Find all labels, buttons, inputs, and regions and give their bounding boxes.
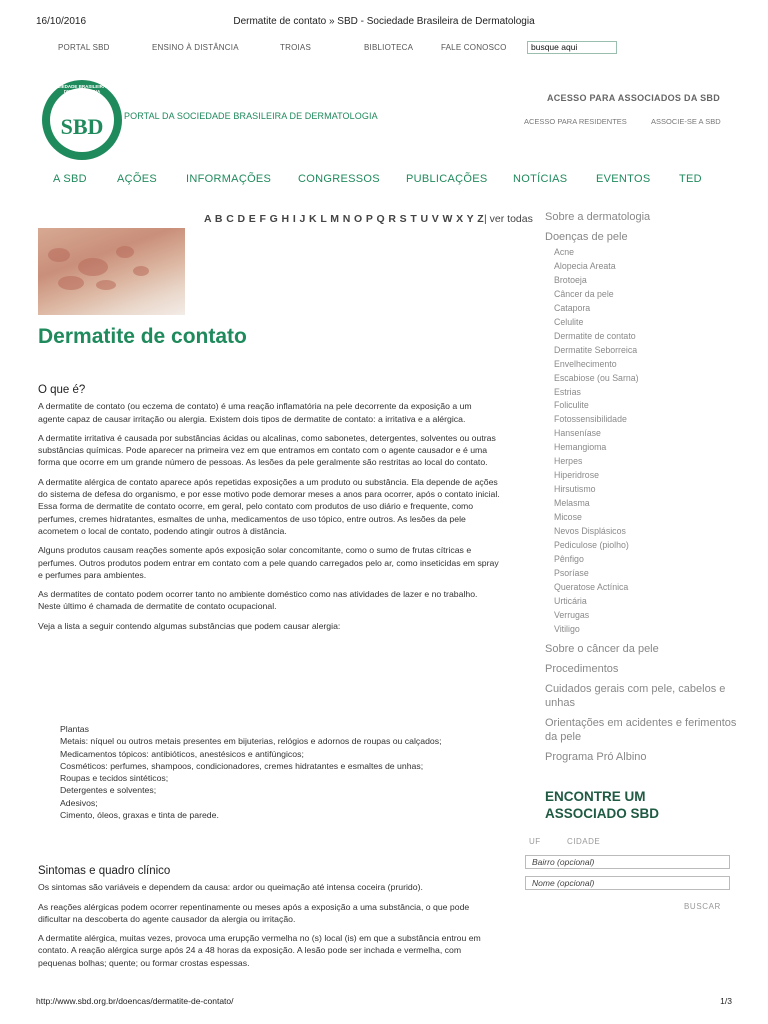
list-item: Plantas [60, 724, 89, 734]
list-item: Detergentes e solventes; [60, 785, 157, 796]
sidebar-item-orientacoes[interactable]: Orientações em acidentes e ferimentos da pele [545, 716, 737, 743]
paragraph: A dermatite de contato (ou eczema de contato) é uma reação inflamatória na pele decorrente da exposição a um agente capaz de causar irritação ou alergia. Existem dois tipos de dermatite de contato: a irritativa e a alérgica. [38, 401, 472, 424]
sidebar-subitem[interactable]: Hiperidrose [554, 470, 599, 481]
sidebar-subitem[interactable]: Herpes [554, 456, 583, 467]
section-o-que-e [38, 384, 500, 639]
sidebar-subitem[interactable]: Pênfigo [554, 553, 584, 564]
sidebar-subitem[interactable]: Pediculose (piolho) [554, 540, 629, 551]
sidebar-item-procedimentos[interactable]: Procedimentos [545, 662, 619, 675]
print-header [36, 16, 732, 30]
section-heading: O que é? [38, 384, 86, 396]
sidebar [545, 210, 740, 770]
paragraph: Alguns produtos causam reações somente após exposição solar concomitante, como o sumo de frutas cítricas e perfumes. Outros produtos podem entrar em contato com a pele quando carregados pelo ar, como inseticidas em spray e perfumes para ambientes. [38, 545, 499, 580]
alphabet-index [204, 213, 533, 225]
paragraph: A dermatite irritativa é causada por substâncias ácidas ou alcalinas, como sabonetes, detergentes, solventes ou outras substâncias químicas. Pode aparecer na primeira vez em que entramos em contato com o agente causador e é uma forma que ocorre em um grande número de pessoas. As lesões da pele geralmente são restritas ao local do contato. [38, 432, 496, 468]
doencas-list [545, 246, 740, 637]
print-title: Dermatite de contato » SBD - Sociedade Brasileira de Dermatologia [233, 16, 535, 27]
nav-publicacoes[interactable]: PUBLICAÇÕES [406, 173, 488, 185]
bairro-input[interactable]: Bairro (opcional) [525, 855, 730, 869]
alphabet-letters[interactable]: A B C D E F G H I J K L M N O P Q R S T U V W X Y Z [204, 213, 485, 225]
paragraph: A dermatite alérgica, muitas vezes, provoca uma erupção vermelha no (s) local (is) em que a substância entrou em contato. A reação alérgica surge após 24 a 48 horas da exposição. A lesão pode ser inchada e vermelha, com pequenas bolhas; quente; ou formar crostas espessas. [38, 933, 481, 968]
print-url: http://www.sbd.org.br/doencas/dermatite-de-contato/ [36, 996, 234, 1006]
nav-a-sbd[interactable]: A SBD [53, 173, 87, 185]
topnav-biblioteca[interactable]: BIBLIOTECA [364, 43, 414, 52]
list-item: Roupas e tecidos sintéticos; [60, 773, 169, 784]
search-input[interactable]: busque aqui [527, 41, 617, 54]
sidebar-item-cancer[interactable]: Sobre o câncer da pele [545, 642, 659, 655]
sidebar-subitem[interactable]: Alopecia Areata [554, 260, 616, 271]
sidebar-subitem[interactable]: Verrugas [554, 609, 590, 620]
page-number: 1/3 [720, 996, 732, 1006]
buscar-button[interactable]: BUSCAR [684, 902, 721, 911]
paragraph: As reações alérgicas podem ocorrer repentinamente ou meses após a exposição a uma substância, o que pode dificultar na descoberta do agente causador da alergia ou irritação. [38, 901, 470, 924]
sidebar-subitem[interactable]: Brotoeja [554, 274, 587, 285]
section-sintomas [38, 865, 500, 976]
sidebar-subitem[interactable]: Foliculite [554, 400, 589, 411]
list-item: Metais: níquel ou outros metais presentes em bijuterias, relógios e adornos de roupas ou calçados; [60, 736, 442, 747]
sidebar-subitem[interactable]: Psoríase [554, 567, 589, 578]
sidebar-subitem[interactable]: Catapora [554, 302, 591, 313]
nav-ted[interactable]: TED [679, 173, 702, 185]
nav-noticias[interactable]: NOTÍCIAS [513, 173, 568, 185]
print-footer [36, 996, 732, 1008]
sidebar-subitem[interactable]: Dermatite Seborreica [554, 344, 638, 355]
logo-year: MCMXII [72, 142, 92, 148]
sidebar-subitem[interactable]: Nevos Displásicos [554, 526, 626, 537]
encontre-line2: ASSOCIADO SBD [545, 806, 660, 821]
sidebar-item-doencas[interactable]: Doenças de pele [545, 231, 628, 243]
allergen-list [38, 723, 500, 821]
sidebar-subitem[interactable]: Micose [554, 512, 582, 523]
topnav-fale-conosco[interactable]: FALE CONOSCO [441, 43, 507, 52]
sidebar-subitem[interactable]: Acne [554, 247, 575, 257]
nav-acoes[interactable]: AÇÕES [117, 173, 158, 185]
sidebar-subitem[interactable]: Dermatite de contato [554, 330, 636, 341]
uf-select[interactable]: UF [529, 837, 541, 846]
sidebar-item-cuidados[interactable]: Cuidados gerais com pele, cabelos e unhas [545, 682, 726, 709]
cidade-select[interactable]: CIDADE [567, 837, 601, 846]
associe-se-link[interactable]: ASSOCIE-SE A SBD [651, 117, 721, 126]
paragraph: Veja a lista a seguir contendo algumas substâncias que podem causar alergia: [38, 620, 341, 631]
ver-todas-link[interactable]: | ver todas [484, 213, 533, 225]
nome-input[interactable]: Nome (opcional) [525, 876, 730, 890]
sidebar-subitem[interactable]: Celulite [554, 316, 584, 327]
sidebar-subitem[interactable]: Hirsutismo [554, 484, 596, 495]
encontre-line1: ENCONTRE UM [545, 789, 646, 804]
section-heading: Sintomas e quadro clínico [38, 865, 171, 877]
sidebar-subitem[interactable]: Estrias [554, 386, 581, 397]
sidebar-subitem[interactable]: Vitiligo [554, 623, 580, 634]
dermatitis-photo [38, 228, 185, 315]
list-item: Cimento, óleos, graxas e tinta de parede. [60, 810, 219, 821]
print-date: 16/10/2016 [36, 16, 87, 27]
logo-abbr: SBD [60, 114, 104, 139]
sidebar-subitem[interactable]: Câncer da pele [554, 288, 614, 299]
sidebar-subitem[interactable]: Fotossensibilidade [554, 414, 627, 425]
encontre-associado-title [545, 788, 659, 822]
topnav-troias[interactable]: TROIAS [280, 43, 311, 52]
list-item: Medicamentos tópicos: antibióticos, anestésicos e antifúngicos; [60, 748, 304, 759]
nav-eventos[interactable]: EVENTOS [596, 173, 651, 185]
nav-informacoes[interactable]: INFORMAÇÕES [186, 173, 272, 185]
sidebar-subitem[interactable]: Queratose Actínica [554, 581, 629, 592]
acesso-associados-link[interactable]: ACESSO PARA ASSOCIADOS DA SBD [546, 93, 720, 103]
list-item: Cosméticos: perfumes, shampoos, condicionadores, cremes hidratantes e esmaltes de unhas; [60, 760, 424, 771]
logo-ring-text: SOCIEDADE BRASILEIRA DE DERMATOLOGIA [50, 84, 114, 94]
paragraph: As dermatites de contato podem ocorrer tanto no ambiente doméstico como nas atividades de lazer e no trabalho. Neste último é chamada de dermatite de contato ocupacional. [38, 589, 478, 612]
sidebar-item-sobre[interactable]: Sobre a dermatologia [545, 211, 651, 223]
sidebar-subitem[interactable]: Melasma [554, 498, 590, 509]
sidebar-subitem[interactable]: Hemangioma [554, 442, 607, 453]
sidebar-subitem[interactable]: Escabiose (ou Sarna) [554, 372, 639, 383]
nav-congressos[interactable]: CONGRESSOS [298, 173, 380, 185]
topnav-portal-sbd[interactable]: PORTAL SBD [58, 43, 110, 52]
list-item: Adesivos; [60, 797, 98, 808]
page-title: Dermatite de contato [38, 325, 247, 348]
topnav-ensino[interactable]: ENSINO À DISTÂNCIA [152, 43, 239, 52]
paragraph: A dermatite alérgica de contato aparece após repetidas exposições a um produto ou substância. Ela depende de ações do sistema de defesa do organismo, e por esse motivo pode demorar meses a anos para ocorrer, após o contato inicial. Essa forma de dermatite de contato ocorre, em geral, pelo contato com produtos de uso diário e frequente, como perfumes, cremes hidratantes, esmaltes de unha, medicamentos de uso tópico, entre outros. As lesões da pele acometem o local de contato, podendo atingir outros à distância. [38, 476, 500, 536]
sidebar-subitem[interactable]: Envelhecimento [554, 358, 617, 369]
acesso-residentes-link[interactable]: ACESSO PARA RESIDENTES [524, 117, 627, 126]
sidebar-subitem[interactable]: Urticária [554, 595, 587, 606]
sidebar-subitem[interactable]: Hanseníase [554, 428, 601, 439]
sidebar-item-programa[interactable]: Programa Pró Albino [545, 750, 647, 763]
paragraph: Os sintomas são variáveis e dependem da causa: ardor ou queimação até intensa coceira (prurido). [38, 882, 423, 893]
portal-title: PORTAL DA SOCIEDADE BRASILEIRA DE DERMATOLOGIA [124, 111, 378, 121]
